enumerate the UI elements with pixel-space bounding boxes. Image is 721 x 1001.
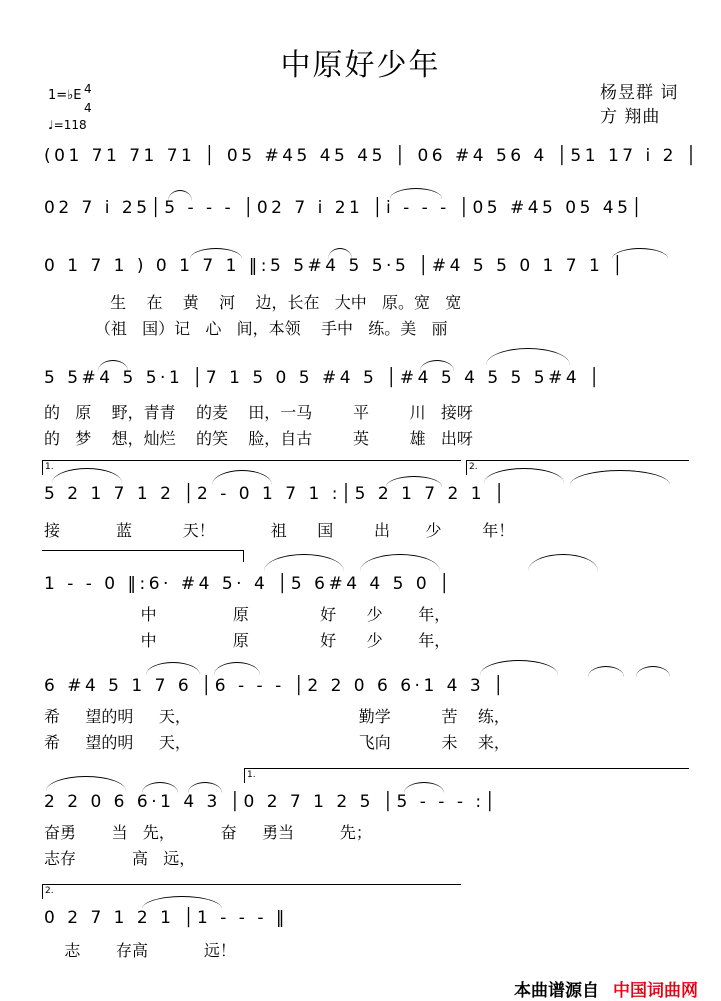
lyric-line: 希 望的明 天， 勤学 苦 练，: [44, 707, 510, 726]
notes-row: 6 #4 5 1 7 6 │6 - - - │2 2 0 6 6·1 4 3 │: [44, 676, 507, 696]
footer-source: 本曲谱源自: [514, 981, 599, 1001]
slur: [360, 554, 440, 571]
slur: [190, 248, 242, 259]
slur: [46, 776, 126, 791]
slur: [98, 360, 128, 371]
slur: [214, 662, 260, 675]
composer-credit: 方 翔曲: [600, 107, 661, 127]
footer-site-link[interactable]: 中国词曲网: [613, 981, 698, 1001]
ending-bracket-end: [243, 550, 244, 562]
slur: [528, 554, 598, 571]
notes-row: 0 1 7 1 ) 0 1 7 1 ‖:5 5#4 5 5·5 │#4 5 5 0 1 7 1 │: [44, 256, 626, 276]
lyric-line: 中 原 好 少 年，: [44, 605, 451, 624]
notes-row: 02 7 i 25│5 - - - │02 7 i 21 │i - - - │05 #45 05 45│: [44, 198, 646, 218]
slur: [390, 188, 442, 199]
ending-bracket: [42, 550, 244, 551]
slur: [420, 360, 454, 371]
volta-second-ending: 2.: [466, 460, 689, 475]
staff-row-2: [0, 198, 721, 238]
meter-top: 4: [84, 82, 92, 96]
lyric-line: （祖 国）记 心 间，本领 手中 练。美 丽: [44, 319, 448, 338]
meter-bottom: 4: [84, 101, 92, 115]
lyric-line: 志存 高 远，: [44, 849, 196, 868]
notes-row: 1 - - 0 ‖:6· #4 5· 4 │5 6#4 4 5 0 │: [44, 574, 453, 594]
lyric-line: 中 原 好 少 年，: [44, 631, 451, 650]
lyric-line: 的 梦 想，灿烂 的笑 脸，自古 英 雄 出呀: [44, 429, 473, 448]
slur: [636, 666, 670, 677]
volta-first-ending: 1.: [42, 460, 461, 475]
notes-row: (01 71 71 71 │ 05 #45 45 45 │ 06 #4 56 4 │51 17 i 2 │: [44, 146, 700, 166]
notes-row: 5 2 1 7 1 2 │2 - 0 1 7 1 :│5 2 1 7 2 1 │: [44, 484, 508, 504]
slur: [146, 662, 200, 675]
notes-row: 0 2 7 1 2 1 │1 - - - ‖: [44, 908, 288, 928]
slur: [480, 660, 558, 675]
lyric-line: 志 存高 远！: [44, 941, 236, 960]
slur: [588, 666, 624, 677]
slur: [386, 476, 442, 487]
song-title: 中原好少年: [280, 48, 441, 83]
footer-credit: [514, 976, 698, 1001]
lyric-line: 的 原 野，青青 的麦 田，一马 平 川 接呀: [44, 403, 473, 422]
slur: [188, 782, 222, 793]
volta-first-ending: 1.: [244, 768, 689, 783]
lyricist-credit: 杨昱群 词: [600, 83, 679, 103]
notes-row: 2 2 0 6 6·1 4 3 │0 2 7 1 2 5 │5 - - - :│: [44, 792, 499, 812]
tempo-marking: ♩=118: [48, 118, 87, 132]
key-signature: 1=♭E: [48, 88, 82, 103]
lyric-line: 奋勇 当 先， 奋 勇当 先；: [44, 823, 372, 842]
slur: [612, 248, 668, 259]
slur: [486, 348, 570, 365]
lyric-line: 希 望的明 天， 飞向 未 来，: [44, 733, 510, 752]
lyric-line: 接 蓝 天！ 祖 国 出 少 年！: [44, 521, 515, 540]
slur: [142, 782, 178, 793]
slur: [168, 190, 192, 201]
slur: [328, 248, 352, 259]
slur: [264, 554, 344, 571]
staff-row-1: [0, 146, 721, 186]
notes-row: 5 5#4 5 5·1 │7 1 5 0 5 #4 5 │#4 5 4 5 5 5#4 │: [44, 368, 603, 388]
slur: [404, 782, 444, 793]
lyric-line: 生 在 黄 河 边，长在 大中 原。宽 宽: [44, 293, 462, 312]
volta-second-ending: 2.: [42, 884, 461, 899]
